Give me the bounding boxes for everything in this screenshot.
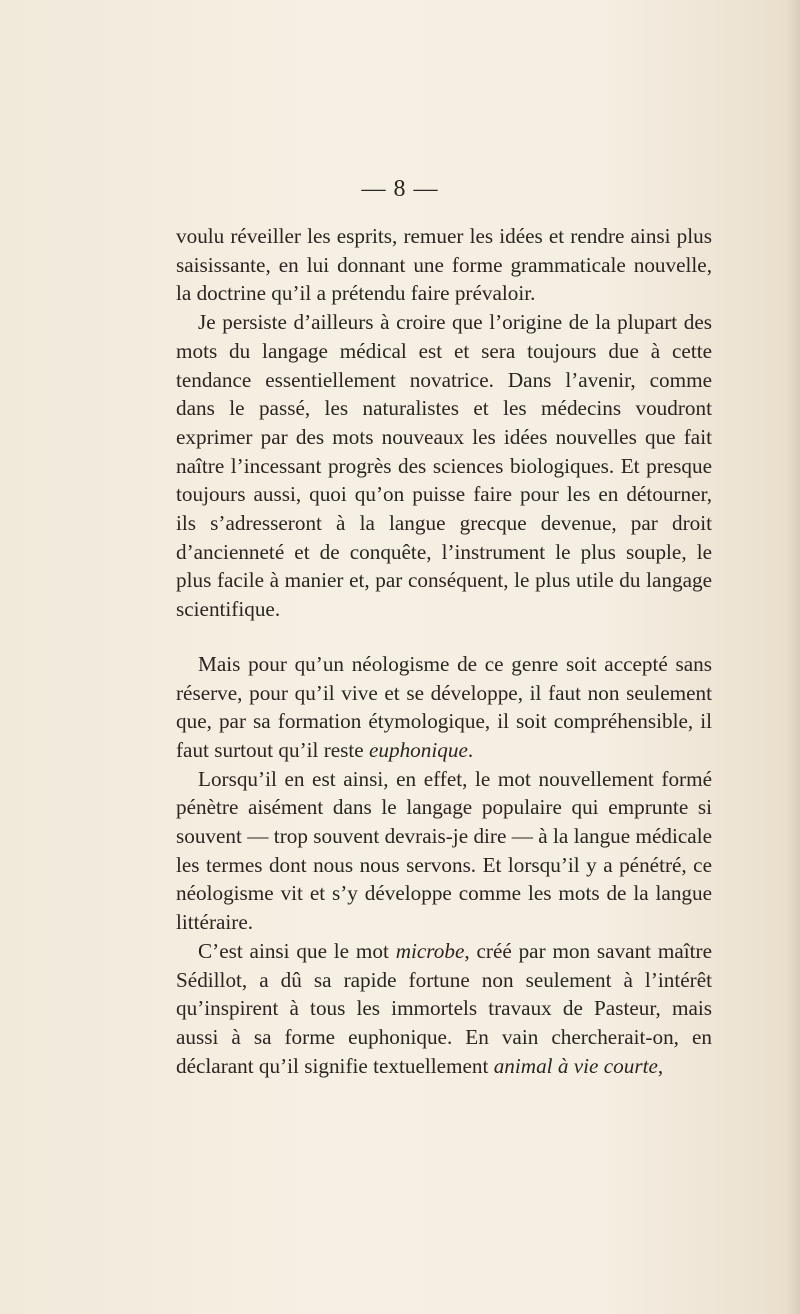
- emphasis-microbe: microbe: [395, 938, 465, 963]
- paragraph-4: [176, 765, 712, 937]
- paragraph-5-text-start: C’est ainsi que le mot: [198, 938, 396, 963]
- paragraph-3-text: Mais pour qu’un néologisme de ce genre soit accepté sans réserve, pour qu’il vive et se développe, il faut non seulement que, par sa formation étymologique, il soit compréhensible, il faut surtout qu’il reste: [176, 651, 712, 762]
- emphasis-animal-a-vie-courte: animal à vie courte: [493, 1053, 658, 1078]
- paragraph-5-text-middle: , créé par mon savant maître Sédillot, a dû sa rapide fortune non seulement à l’intérêt qu’inspirent à tous les immortels travaux de Pasteur, mais aussi à sa forme euphonique. En vain chercherait-on, en déclarant qu’il signifie textuellement: [176, 938, 712, 1078]
- paragraph-1: [176, 222, 712, 308]
- paragraph-4-text: Lorsqu’il en est ainsi, en effet, le mot nouvellement formé pénètre aisément dans le langage populaire qui emprunte si souvent — trop souvent devrais-je dire — à la langue médicale les termes dont nous nous servons. Et lorsqu’il y a pénétré, ce néologisme vit et s’y développe comme les mots de la langue littéraire.: [176, 766, 712, 935]
- paragraph-1-text: voulu réveiller les esprits, remuer les idées et rendre ainsi plus saisissante, en lui donnant une forme grammaticale nouvelle, la doctrine qu’il a prétendu faire prévaloir.: [176, 224, 712, 306]
- page-number: — 8 —: [361, 176, 439, 202]
- paragraph-2: [176, 308, 712, 624]
- emphasis-euphonique: euphonique: [369, 737, 468, 762]
- paragraph-2-text: Je persiste d’ailleurs à croire que l’origine de la plupart des mots du langage médical est et sera toujours due à cette tendance essentiellement novatrice. Dans l’avenir, comme dans le passé, les naturalistes et les médecins voudront exprimer par des mots nouveaux les idées nouvelles que fait naître l’incessant progrès des sciences biologiques. Et presque toujours aussi, quoi qu’on puisse faire pour les en détourner, ils s’adresseront à la langue grecque devenue, par droit d’ancienneté et de conquête, l’instrument le plus souple, le plus facile à manier et, par conséquent, le plus utile du langage scientifique.: [176, 310, 712, 622]
- paragraph-5: [176, 937, 712, 1081]
- paragraph-3: [176, 650, 712, 765]
- paragraph-3-end: .: [467, 737, 474, 762]
- paragraph-5-end: ,: [657, 1053, 664, 1078]
- body-text: [176, 222, 712, 1080]
